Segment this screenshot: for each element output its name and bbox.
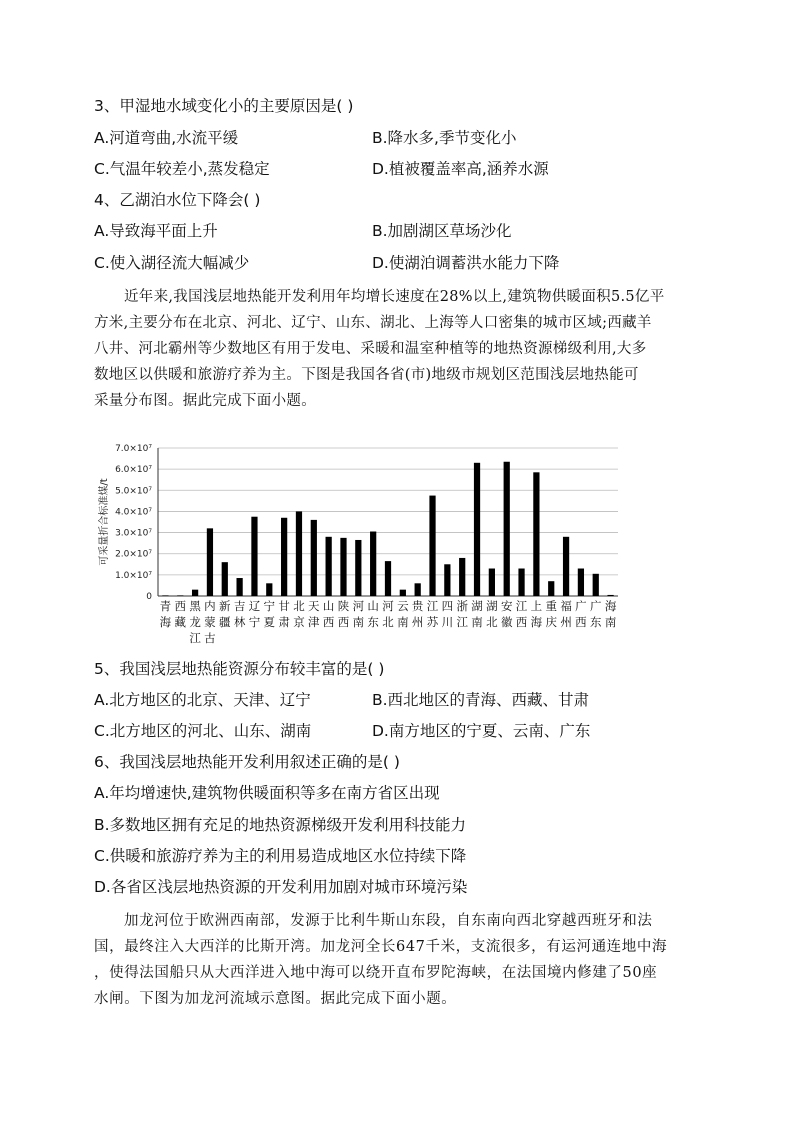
- x-tick-label: 西: [174, 599, 187, 613]
- y-tick-label: 4.0×10⁷: [115, 507, 152, 518]
- x-tick-label: 南: [352, 615, 365, 629]
- bar: [489, 569, 495, 596]
- x-tick-label: 山: [322, 599, 335, 613]
- y-tick-label: 7.0×10⁷: [115, 444, 152, 454]
- x-tick-label: 夏: [263, 615, 276, 629]
- x-tick-label: 东: [589, 615, 602, 629]
- x-tick-label: 河: [382, 599, 394, 613]
- x-tick-label: 东: [367, 615, 379, 629]
- passage-line: 加龙河位于欧洲西南部，发源于比利牛斯山东段，自东南向西北穿越西班牙和法: [124, 913, 653, 929]
- passage-line: 水闸。下图为加龙河流域示意图。据此完成下面小题。: [94, 991, 457, 1007]
- x-tick-label: 山: [367, 599, 379, 613]
- x-tick-label: 龙: [189, 615, 201, 629]
- passage-line: 近年来,我国浅层地热能开发利用年均增长速度在28%以上,建筑物供暖面积5.5亿平: [124, 289, 665, 305]
- bar: [459, 558, 465, 596]
- bar: [444, 564, 450, 596]
- x-tick-label: 南: [397, 615, 409, 629]
- x-tick-label: 甘: [278, 599, 290, 613]
- x-tick-label: 海: [530, 615, 543, 629]
- x-tick-label: 林: [233, 615, 246, 629]
- x-tick-label: 广: [575, 599, 587, 613]
- bar: [533, 472, 539, 596]
- bar: [222, 562, 228, 596]
- q4-option-d: D.使湖泊调蓄洪水能力下降: [372, 254, 560, 272]
- passage-line: 国，最终注入大西洋的比斯开湾。加龙河全长647千米，支流很多，有运河通连地中海: [94, 939, 668, 955]
- x-tick-label: 宁: [263, 599, 276, 613]
- x-tick-label: 四: [441, 599, 454, 613]
- bar: [326, 537, 332, 596]
- geothermal-bar-chart: [90, 438, 630, 648]
- y-tick-label: 1.0×10⁷: [115, 570, 152, 581]
- bar: [236, 578, 242, 596]
- x-tick-label: 黑: [189, 599, 201, 613]
- passage-line: 采量分布图。据此完成下面小题。: [94, 393, 316, 409]
- bar: [296, 511, 302, 596]
- x-tick-label: 古: [204, 631, 216, 645]
- q3-option-a: A.河道弯曲,水流平缓: [94, 129, 239, 147]
- x-tick-label: 重: [545, 599, 557, 613]
- x-tick-label: 内: [204, 599, 216, 613]
- x-tick-label: 川: [441, 615, 454, 629]
- bar: [563, 537, 569, 596]
- x-tick-label: 云: [397, 599, 409, 613]
- x-tick-label: 北: [382, 615, 394, 629]
- x-tick-label: 河: [352, 599, 365, 613]
- q4-option-c: C.使入湖径流大幅减少: [94, 254, 250, 272]
- x-tick-label: 江: [189, 631, 201, 645]
- bar: [266, 583, 272, 596]
- chart-bars: [162, 462, 613, 596]
- q6-option-c: C.供暖和旅游疗养为主的利用易造成地区水位持续下降: [94, 847, 467, 865]
- x-tick-label: 贵: [411, 599, 424, 613]
- bar: [548, 581, 554, 596]
- bar: [474, 463, 480, 596]
- bar: [311, 520, 317, 596]
- q5-option-a: A.北方地区的北京、天津、辽宁: [94, 691, 311, 709]
- bar: [177, 595, 183, 596]
- bar: [578, 569, 584, 596]
- y-tick-label: 3.0×10⁷: [115, 528, 152, 539]
- q5-option-d: D.南方地区的宁夏、云南、广东: [372, 722, 591, 740]
- x-tick-label: 疆: [219, 615, 231, 629]
- x-tick-label: 安: [500, 599, 513, 613]
- x-tick-label: 北: [293, 599, 305, 613]
- x-tick-label: 福: [560, 599, 572, 613]
- bar: [385, 561, 391, 596]
- x-tick-label: 庆: [545, 615, 557, 629]
- bar: [607, 595, 613, 596]
- bar: [162, 595, 168, 596]
- x-tick-label: 西: [515, 615, 528, 629]
- bar: [340, 538, 346, 596]
- bar: [504, 462, 510, 596]
- bar: [355, 540, 361, 596]
- x-tick-label: 江: [515, 599, 528, 613]
- q5-option-b: B.西北地区的青海、西藏、甘肃: [372, 691, 590, 709]
- x-tick-label: 江: [456, 615, 468, 629]
- q6-option-a: A.年均增速快,建筑物供暖面积等多在南方省区出现: [94, 784, 440, 802]
- q4-option-a: A.导致海平面上升: [94, 222, 218, 240]
- x-tick-label: 西: [575, 615, 587, 629]
- q4-option-b: B.加剧湖区草场沙化: [372, 222, 512, 240]
- bar: [593, 574, 599, 596]
- bar: [415, 583, 421, 596]
- x-tick-label: 宁: [248, 615, 261, 629]
- x-tick-label: 海: [604, 599, 617, 613]
- x-tick-label: 青: [159, 599, 172, 613]
- bar: [370, 532, 376, 596]
- x-tick-label: 海: [159, 615, 172, 629]
- bar: [281, 518, 287, 596]
- bar: [400, 590, 406, 596]
- x-tick-label: 津: [308, 615, 320, 629]
- x-tick-label: 南: [471, 615, 483, 629]
- x-tick-label: 辽: [248, 599, 261, 613]
- x-tick-label: 浙: [456, 599, 468, 613]
- x-tick-label: 州: [560, 615, 572, 629]
- bar: [251, 517, 257, 596]
- x-tick-label: 广: [589, 599, 602, 613]
- bar: [518, 569, 524, 596]
- x-tick-label: 北: [486, 615, 498, 629]
- question-4-stem: 4、乙湖泊水位下降会( ): [94, 191, 261, 209]
- q6-option-d: D.各省区浅层地热资源的开发利用加剧对城市环境污染: [94, 878, 468, 896]
- y-tick-label: 6.0×10⁷: [115, 465, 152, 476]
- x-tick-label: 新: [219, 599, 231, 613]
- x-tick-label: 南: [604, 615, 617, 629]
- x-tick-label: 京: [293, 615, 305, 629]
- x-tick-label: 吉: [233, 599, 246, 613]
- y-tick-label: 2.0×10⁷: [115, 549, 152, 560]
- x-tick-label: 陕: [337, 599, 350, 613]
- passage-geothermal: [94, 284, 706, 414]
- x-tick-label: 湖: [486, 599, 498, 613]
- q6-option-b: B.多数地区拥有充足的地热资源梯级开发利用科技能力: [94, 816, 467, 834]
- x-tick-label: 徽: [500, 615, 513, 629]
- passage-line: 八井、河北霸州等少数地区有用于发电、采暖和温室种植等的地热资源梯级利用,大多: [94, 341, 647, 357]
- passage-garonne: [94, 908, 706, 1012]
- x-tick-label: 湖: [471, 599, 483, 613]
- passage-line: 方米,主要分布在北京、河北、辽宁、山东、湖北、上海等人口密集的城市区域;西藏羊: [94, 315, 652, 331]
- passage-line: 数地区以供暖和旅游疗养为主。下图是我国各省(市)地级市规划区范围浅层地热能可: [94, 367, 639, 383]
- bar: [192, 590, 198, 596]
- x-tick-label: 上: [530, 599, 543, 613]
- x-tick-label: 肃: [278, 615, 290, 629]
- passage-line: ，使得法国船只从大西洋进入地中海可以绕开直布罗陀海峡，在法国境内修建了50座: [94, 965, 658, 981]
- q3-option-b: B.降水多,季节变化小: [372, 129, 517, 147]
- x-tick-label: 西: [322, 615, 335, 629]
- q5-option-c: C.北方地区的河北、山东、湖南: [94, 722, 312, 740]
- x-tick-label: 西: [337, 615, 350, 629]
- x-tick-label: 州: [411, 615, 424, 629]
- y-tick-label: 0: [146, 592, 152, 602]
- question-5-stem: 5、我国浅层地热能资源分布较丰富的是( ): [94, 660, 385, 678]
- question-6-stem: 6、我国浅层地热能开发利用叙述正确的是( ): [94, 753, 400, 771]
- x-tick-label: 苏: [426, 615, 439, 629]
- bar: [207, 528, 213, 596]
- y-tick-label: 5.0×10⁷: [115, 486, 152, 497]
- x-tick-label: 江: [426, 599, 439, 613]
- q3-option-d: D.植被覆盖率高,涵养水源: [372, 160, 549, 178]
- q3-option-c: C.气温年较差小,蒸发稳定: [94, 160, 270, 178]
- bar: [429, 496, 435, 596]
- x-tick-label: 天: [308, 599, 320, 613]
- x-tick-label: 藏: [174, 615, 187, 629]
- question-3-stem: 3、甲湿地水域变化小的主要原因是( ): [94, 97, 354, 115]
- y-axis-label: 可采量折合标准煤/t: [99, 478, 110, 566]
- x-tick-label: 蒙: [204, 615, 216, 629]
